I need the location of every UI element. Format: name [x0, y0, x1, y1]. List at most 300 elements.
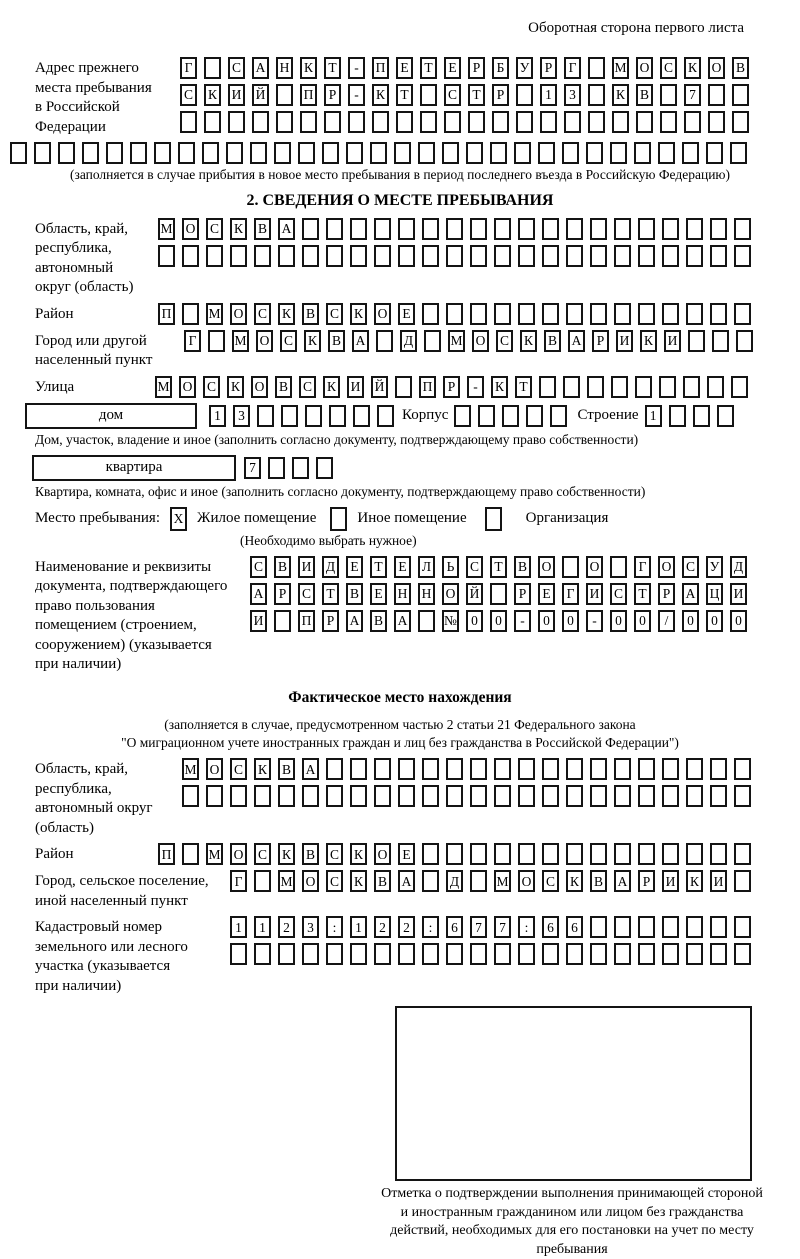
char-cell[interactable]: В	[544, 330, 561, 352]
char-cell[interactable]	[470, 943, 487, 965]
char-cell[interactable]: Г	[634, 556, 651, 578]
char-cell[interactable]: К	[566, 870, 583, 892]
char-cell[interactable]: /	[658, 610, 675, 632]
char-cell[interactable]	[706, 142, 723, 164]
char-cell[interactable]	[204, 57, 221, 79]
char-cell[interactable]: С	[326, 843, 343, 865]
checkbox-other-premises[interactable]	[330, 507, 347, 531]
char-cell[interactable]	[518, 245, 535, 267]
char-cell[interactable]	[588, 57, 605, 79]
char-cell[interactable]	[278, 785, 295, 807]
char-cell[interactable]: А	[352, 330, 369, 352]
char-cell[interactable]: С	[280, 330, 297, 352]
char-cell[interactable]	[682, 142, 699, 164]
char-cell[interactable]	[418, 142, 435, 164]
char-cell[interactable]	[686, 303, 703, 325]
char-cell[interactable]	[326, 245, 343, 267]
char-cell[interactable]	[326, 785, 343, 807]
char-cell[interactable]	[662, 785, 679, 807]
char-cell[interactable]: У	[706, 556, 723, 578]
char-cell[interactable]	[710, 916, 727, 938]
char-cell[interactable]	[542, 303, 559, 325]
char-cell[interactable]	[154, 142, 171, 164]
char-cell[interactable]	[395, 376, 412, 398]
char-cell[interactable]	[566, 843, 583, 865]
char-cell[interactable]	[612, 111, 629, 133]
char-cell[interactable]	[82, 142, 99, 164]
char-cell[interactable]: И	[298, 556, 315, 578]
char-cell[interactable]: В	[302, 843, 319, 865]
char-cell[interactable]	[587, 376, 604, 398]
char-cell[interactable]	[614, 303, 631, 325]
char-cell[interactable]: Д	[400, 330, 417, 352]
char-cell[interactable]: В	[328, 330, 345, 352]
char-cell[interactable]: Е	[444, 57, 461, 79]
char-cell[interactable]: И	[664, 330, 681, 352]
char-cell[interactable]: 0	[562, 610, 579, 632]
char-cell[interactable]	[638, 218, 655, 240]
char-cell[interactable]: О	[230, 843, 247, 865]
char-cell[interactable]	[422, 943, 439, 965]
char-cell[interactable]: Р	[514, 583, 531, 605]
char-cell[interactable]	[250, 142, 267, 164]
char-cell[interactable]	[158, 245, 175, 267]
char-cell[interactable]: С	[542, 870, 559, 892]
char-cell[interactable]: Н	[418, 583, 435, 605]
char-cell[interactable]: С	[660, 57, 677, 79]
char-cell[interactable]	[442, 142, 459, 164]
char-cell[interactable]	[329, 405, 346, 427]
char-cell[interactable]	[254, 245, 271, 267]
char-cell[interactable]	[662, 943, 679, 965]
char-cell[interactable]	[638, 943, 655, 965]
char-cell[interactable]: М	[158, 218, 175, 240]
char-cell[interactable]	[588, 84, 605, 106]
char-cell[interactable]: Е	[398, 843, 415, 865]
char-cell[interactable]	[490, 142, 507, 164]
char-cell[interactable]	[734, 943, 751, 965]
char-cell[interactable]	[353, 405, 370, 427]
char-cell[interactable]	[182, 245, 199, 267]
char-cell[interactable]: А	[568, 330, 585, 352]
char-cell[interactable]	[492, 111, 509, 133]
char-cell[interactable]: А	[346, 610, 363, 632]
char-cell[interactable]	[254, 785, 271, 807]
char-cell[interactable]: А	[398, 870, 415, 892]
char-cell[interactable]: Г	[564, 57, 581, 79]
char-cell[interactable]: О	[251, 376, 268, 398]
char-cell[interactable]: Р	[592, 330, 609, 352]
char-cell[interactable]: К	[278, 303, 295, 325]
char-cell[interactable]	[276, 111, 293, 133]
char-cell[interactable]: Е	[538, 583, 555, 605]
char-cell[interactable]	[226, 142, 243, 164]
char-cell[interactable]: Л	[418, 556, 435, 578]
char-cell[interactable]	[278, 943, 295, 965]
char-cell[interactable]	[542, 943, 559, 965]
char-cell[interactable]	[736, 330, 753, 352]
char-cell[interactable]	[684, 111, 701, 133]
char-cell[interactable]	[734, 303, 751, 325]
char-cell[interactable]	[182, 785, 199, 807]
char-cell[interactable]	[662, 916, 679, 938]
char-cell[interactable]	[274, 142, 291, 164]
char-cell[interactable]: -	[586, 610, 603, 632]
char-cell[interactable]: А	[252, 57, 269, 79]
char-cell[interactable]: Г	[562, 583, 579, 605]
char-cell[interactable]	[182, 843, 199, 865]
char-cell[interactable]	[538, 142, 555, 164]
char-cell[interactable]	[478, 405, 495, 427]
char-cell[interactable]	[638, 245, 655, 267]
char-cell[interactable]: К	[684, 57, 701, 79]
char-cell[interactable]: М	[206, 843, 223, 865]
char-cell[interactable]	[422, 303, 439, 325]
char-cell[interactable]	[302, 245, 319, 267]
char-cell[interactable]	[494, 843, 511, 865]
char-cell[interactable]	[590, 218, 607, 240]
char-cell[interactable]: 0	[490, 610, 507, 632]
char-cell[interactable]: О	[374, 303, 391, 325]
char-cell[interactable]	[614, 843, 631, 865]
char-cell[interactable]	[326, 943, 343, 965]
char-cell[interactable]: К	[350, 843, 367, 865]
char-cell[interactable]	[610, 556, 627, 578]
char-cell[interactable]	[590, 758, 607, 780]
char-cell[interactable]	[398, 785, 415, 807]
char-cell[interactable]: 7	[684, 84, 701, 106]
char-cell[interactable]: К	[278, 843, 295, 865]
char-cell[interactable]: Г	[184, 330, 201, 352]
char-cell[interactable]	[302, 218, 319, 240]
char-cell[interactable]	[514, 142, 531, 164]
char-cell[interactable]	[732, 84, 749, 106]
char-cell[interactable]: 1	[254, 916, 271, 938]
char-cell[interactable]	[610, 142, 627, 164]
char-cell[interactable]: К	[491, 376, 508, 398]
char-cell[interactable]	[257, 405, 274, 427]
char-cell[interactable]: -	[467, 376, 484, 398]
char-cell[interactable]: 1	[230, 916, 247, 938]
char-cell[interactable]: В	[275, 376, 292, 398]
char-cell[interactable]	[662, 758, 679, 780]
char-cell[interactable]: К	[304, 330, 321, 352]
char-cell[interactable]: 0	[634, 610, 651, 632]
char-cell[interactable]	[732, 111, 749, 133]
char-cell[interactable]: 6	[446, 916, 463, 938]
char-cell[interactable]	[204, 111, 221, 133]
char-cell[interactable]	[638, 758, 655, 780]
char-cell[interactable]: И	[586, 583, 603, 605]
char-cell[interactable]: О	[538, 556, 555, 578]
char-cell[interactable]	[206, 245, 223, 267]
char-cell[interactable]	[638, 785, 655, 807]
char-cell[interactable]: А	[682, 583, 699, 605]
char-cell[interactable]	[614, 785, 631, 807]
char-cell[interactable]	[734, 785, 751, 807]
char-cell[interactable]: С	[496, 330, 513, 352]
char-cell[interactable]	[516, 111, 533, 133]
char-cell[interactable]: П	[372, 57, 389, 79]
char-cell[interactable]	[350, 785, 367, 807]
char-cell[interactable]	[638, 843, 655, 865]
char-cell[interactable]	[566, 245, 583, 267]
char-cell[interactable]	[182, 303, 199, 325]
char-cell[interactable]	[470, 758, 487, 780]
char-cell[interactable]: 1	[645, 405, 662, 427]
char-cell[interactable]: П	[419, 376, 436, 398]
char-cell[interactable]	[614, 218, 631, 240]
char-cell[interactable]	[686, 916, 703, 938]
char-cell[interactable]	[178, 142, 195, 164]
char-cell[interactable]	[712, 330, 729, 352]
char-cell[interactable]	[494, 245, 511, 267]
char-cell[interactable]	[669, 405, 686, 427]
char-cell[interactable]: :	[422, 916, 439, 938]
char-cell[interactable]	[130, 142, 147, 164]
char-cell[interactable]	[734, 870, 751, 892]
char-cell[interactable]: К	[612, 84, 629, 106]
char-cell[interactable]	[350, 943, 367, 965]
char-cell[interactable]	[300, 111, 317, 133]
char-cell[interactable]	[526, 405, 543, 427]
checkbox-residential[interactable]: X	[170, 507, 187, 531]
char-cell[interactable]	[693, 405, 710, 427]
char-cell[interactable]	[542, 785, 559, 807]
char-cell[interactable]: Р	[638, 870, 655, 892]
char-cell[interactable]: М	[206, 303, 223, 325]
char-cell[interactable]	[566, 758, 583, 780]
char-cell[interactable]	[636, 111, 653, 133]
char-cell[interactable]: С	[230, 758, 247, 780]
char-cell[interactable]: Д	[730, 556, 747, 578]
char-cell[interactable]	[563, 376, 580, 398]
char-cell[interactable]	[590, 785, 607, 807]
char-cell[interactable]	[734, 758, 751, 780]
char-cell[interactable]	[398, 943, 415, 965]
char-cell[interactable]: П	[300, 84, 317, 106]
char-cell[interactable]: 1	[540, 84, 557, 106]
char-cell[interactable]: П	[158, 303, 175, 325]
char-cell[interactable]	[686, 943, 703, 965]
char-cell[interactable]	[634, 142, 651, 164]
char-cell[interactable]	[710, 218, 727, 240]
char-cell[interactable]	[562, 556, 579, 578]
char-cell[interactable]	[58, 142, 75, 164]
char-cell[interactable]: С	[250, 556, 267, 578]
char-cell[interactable]	[614, 758, 631, 780]
char-cell[interactable]	[502, 405, 519, 427]
char-cell[interactable]: Т	[634, 583, 651, 605]
char-cell[interactable]	[470, 870, 487, 892]
char-cell[interactable]: М	[182, 758, 199, 780]
char-cell[interactable]: К	[323, 376, 340, 398]
char-cell[interactable]: П	[158, 843, 175, 865]
char-cell[interactable]	[686, 245, 703, 267]
char-cell[interactable]: С	[299, 376, 316, 398]
char-cell[interactable]: М	[278, 870, 295, 892]
char-cell[interactable]: Д	[322, 556, 339, 578]
char-cell[interactable]: О	[182, 218, 199, 240]
char-cell[interactable]	[688, 330, 705, 352]
char-cell[interactable]	[566, 303, 583, 325]
char-cell[interactable]	[539, 376, 556, 398]
char-cell[interactable]: В	[732, 57, 749, 79]
char-cell[interactable]	[590, 245, 607, 267]
char-cell[interactable]	[686, 843, 703, 865]
char-cell[interactable]	[588, 111, 605, 133]
char-cell[interactable]: 0	[610, 610, 627, 632]
char-cell[interactable]: Т	[515, 376, 532, 398]
char-cell[interactable]: А	[278, 218, 295, 240]
char-cell[interactable]: Т	[420, 57, 437, 79]
char-cell[interactable]	[710, 785, 727, 807]
char-cell[interactable]	[292, 457, 309, 479]
char-cell[interactable]	[350, 245, 367, 267]
char-cell[interactable]: К	[350, 870, 367, 892]
char-cell[interactable]: С	[444, 84, 461, 106]
char-cell[interactable]: М	[155, 376, 172, 398]
char-cell[interactable]: О	[586, 556, 603, 578]
char-cell[interactable]: О	[636, 57, 653, 79]
char-cell[interactable]	[708, 84, 725, 106]
char-cell[interactable]	[324, 111, 341, 133]
char-cell[interactable]: О	[206, 758, 223, 780]
char-cell[interactable]	[202, 142, 219, 164]
char-cell[interactable]	[542, 245, 559, 267]
char-cell[interactable]	[422, 758, 439, 780]
char-cell[interactable]	[470, 303, 487, 325]
char-cell[interactable]	[659, 376, 676, 398]
char-cell[interactable]	[418, 610, 435, 632]
char-cell[interactable]: В	[590, 870, 607, 892]
char-cell[interactable]	[326, 758, 343, 780]
char-cell[interactable]: 7	[244, 457, 261, 479]
char-cell[interactable]	[466, 142, 483, 164]
char-cell[interactable]	[302, 785, 319, 807]
char-cell[interactable]	[516, 84, 533, 106]
char-cell[interactable]: Т	[396, 84, 413, 106]
char-cell[interactable]	[686, 758, 703, 780]
char-cell[interactable]: Н	[276, 57, 293, 79]
char-cell[interactable]: С	[180, 84, 197, 106]
char-cell[interactable]	[590, 303, 607, 325]
char-cell[interactable]: И	[228, 84, 245, 106]
char-cell[interactable]: К	[300, 57, 317, 79]
char-cell[interactable]	[444, 111, 461, 133]
char-cell[interactable]: К	[350, 303, 367, 325]
char-cell[interactable]: В	[370, 610, 387, 632]
char-cell[interactable]	[446, 245, 463, 267]
char-cell[interactable]	[660, 111, 677, 133]
char-cell[interactable]	[348, 111, 365, 133]
char-cell[interactable]	[564, 111, 581, 133]
char-cell[interactable]: К	[372, 84, 389, 106]
char-cell[interactable]	[518, 303, 535, 325]
char-cell[interactable]	[542, 218, 559, 240]
char-cell[interactable]	[518, 943, 535, 965]
char-cell[interactable]	[396, 111, 413, 133]
char-cell[interactable]: С	[228, 57, 245, 79]
char-cell[interactable]: К	[204, 84, 221, 106]
char-cell[interactable]: Р	[443, 376, 460, 398]
char-cell[interactable]: -	[348, 57, 365, 79]
char-cell[interactable]: О	[302, 870, 319, 892]
char-cell[interactable]: А	[250, 583, 267, 605]
char-cell[interactable]	[302, 943, 319, 965]
checkbox-organization[interactable]	[485, 507, 502, 531]
char-cell[interactable]	[490, 583, 507, 605]
char-cell[interactable]	[254, 943, 271, 965]
char-cell[interactable]	[638, 303, 655, 325]
char-cell[interactable]	[566, 218, 583, 240]
char-cell[interactable]	[494, 943, 511, 965]
char-cell[interactable]: Ц	[706, 583, 723, 605]
char-cell[interactable]	[422, 870, 439, 892]
char-cell[interactable]: №	[442, 610, 459, 632]
char-cell[interactable]: А	[614, 870, 631, 892]
char-cell[interactable]: Р	[274, 583, 291, 605]
char-cell[interactable]: В	[274, 556, 291, 578]
char-cell[interactable]: Р	[324, 84, 341, 106]
char-cell[interactable]	[106, 142, 123, 164]
char-cell[interactable]	[10, 142, 27, 164]
char-cell[interactable]	[398, 218, 415, 240]
char-cell[interactable]: Е	[398, 303, 415, 325]
char-cell[interactable]	[322, 142, 339, 164]
char-cell[interactable]: К	[254, 758, 271, 780]
char-cell[interactable]	[590, 916, 607, 938]
char-cell[interactable]	[614, 245, 631, 267]
char-cell[interactable]	[734, 218, 751, 240]
char-cell[interactable]: Е	[396, 57, 413, 79]
char-cell[interactable]	[614, 943, 631, 965]
char-cell[interactable]: К	[227, 376, 244, 398]
char-cell[interactable]: В	[514, 556, 531, 578]
char-cell[interactable]	[710, 758, 727, 780]
char-cell[interactable]	[446, 218, 463, 240]
char-cell[interactable]	[180, 111, 197, 133]
char-cell[interactable]	[446, 943, 463, 965]
char-cell[interactable]	[254, 870, 271, 892]
char-cell[interactable]: И	[730, 583, 747, 605]
char-cell[interactable]	[346, 142, 363, 164]
char-cell[interactable]	[730, 142, 747, 164]
char-cell[interactable]	[377, 405, 394, 427]
char-cell[interactable]: Й	[466, 583, 483, 605]
char-cell[interactable]	[470, 245, 487, 267]
char-cell[interactable]	[398, 245, 415, 267]
char-cell[interactable]: 0	[706, 610, 723, 632]
char-cell[interactable]	[468, 111, 485, 133]
char-cell[interactable]: Ь	[442, 556, 459, 578]
char-cell[interactable]	[660, 84, 677, 106]
char-cell[interactable]	[422, 218, 439, 240]
char-cell[interactable]: 0	[730, 610, 747, 632]
char-cell[interactable]: С	[206, 218, 223, 240]
char-cell[interactable]	[662, 303, 679, 325]
char-cell[interactable]: У	[516, 57, 533, 79]
char-cell[interactable]: Т	[322, 583, 339, 605]
char-cell[interactable]	[710, 303, 727, 325]
char-cell[interactable]	[686, 218, 703, 240]
char-cell[interactable]	[638, 916, 655, 938]
char-cell[interactable]: С	[682, 556, 699, 578]
char-cell[interactable]: Р	[468, 57, 485, 79]
char-cell[interactable]	[658, 142, 675, 164]
char-cell[interactable]: И	[616, 330, 633, 352]
char-cell[interactable]	[446, 843, 463, 865]
